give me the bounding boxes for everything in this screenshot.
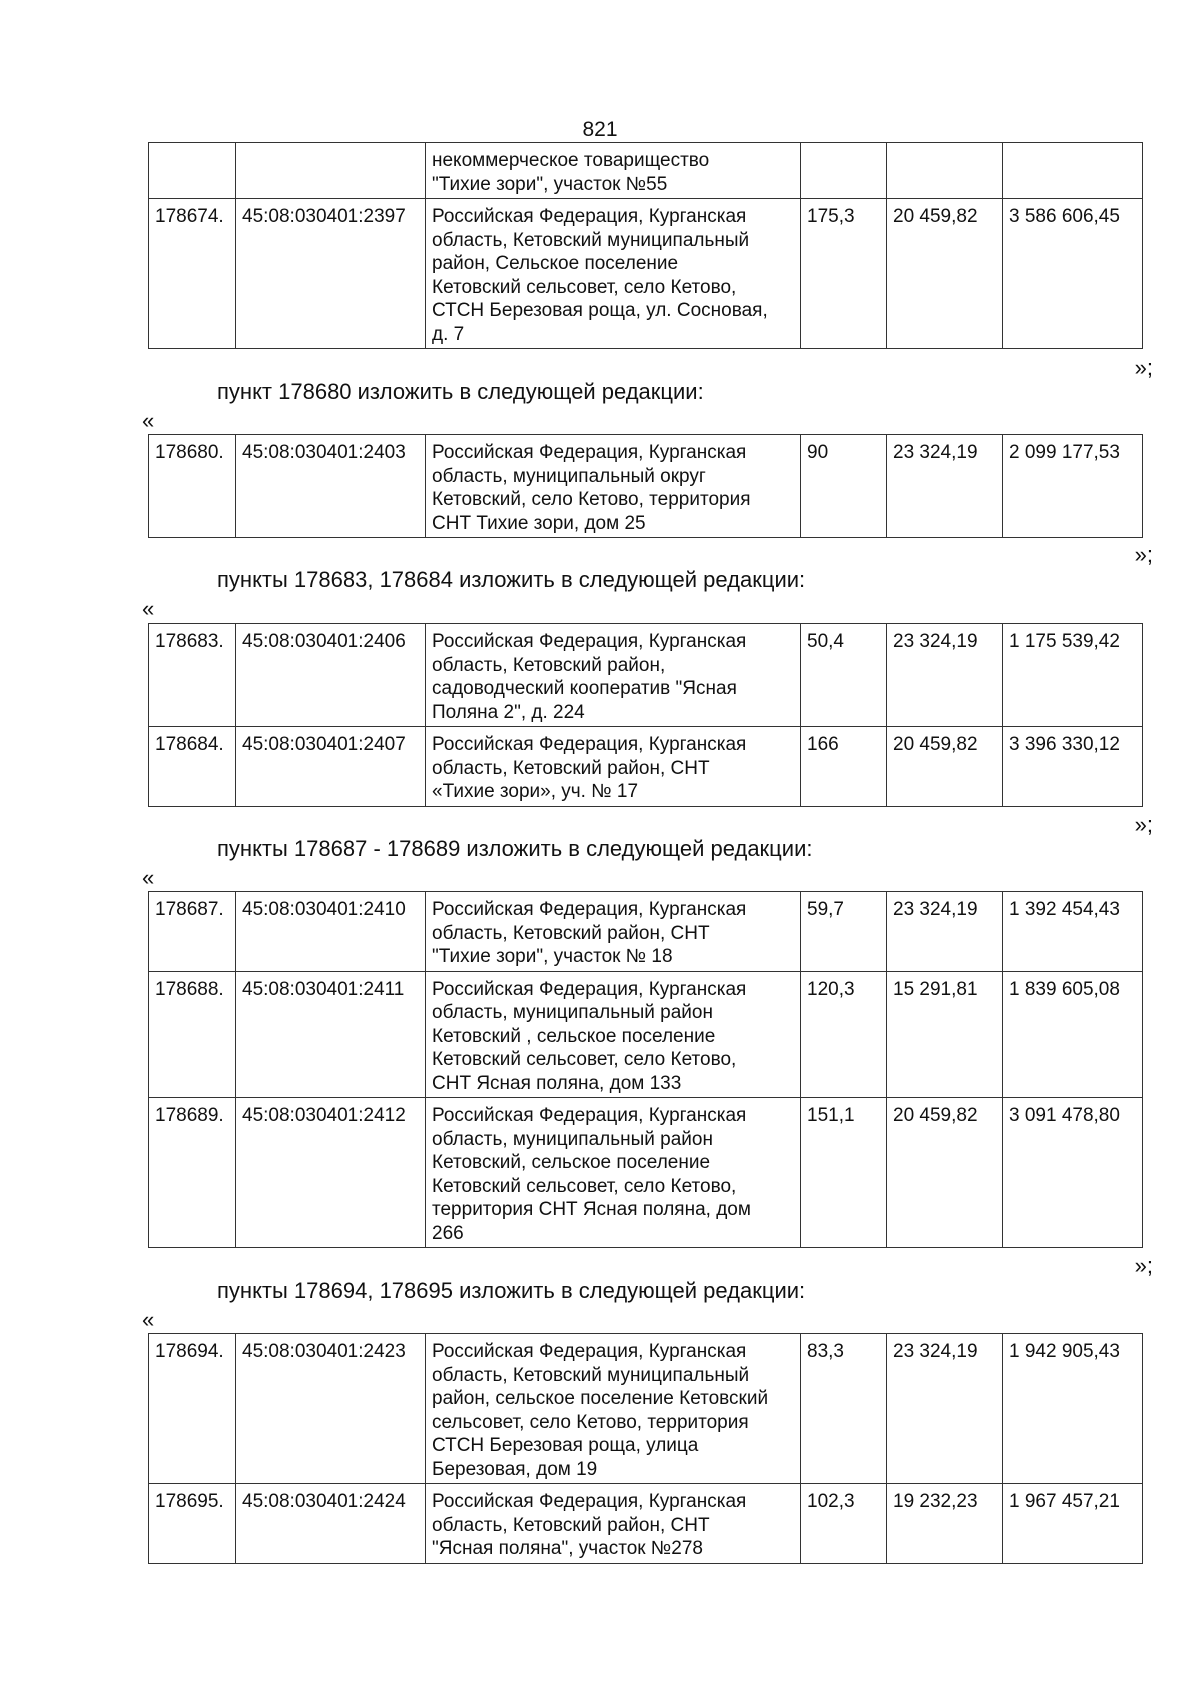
cadastral-price-cell: 20 459,82 (887, 1098, 1003, 1248)
registry-table (148, 434, 1143, 538)
cadastral-value-cell: 1 967 457,21 (1003, 1484, 1143, 1564)
cadastral-price-cell: 23 324,19 (887, 624, 1003, 727)
opening-quote: « (142, 1307, 155, 1332)
address-cell: Российская Федерация, Курганская область, Кетовский район, СНТ "Тихие зори", участок № 18 (426, 892, 801, 972)
cadastral-price-cell (887, 143, 1003, 199)
area-cell: 151,1 (801, 1098, 887, 1248)
area-cell: 83,3 (801, 1334, 887, 1484)
cadastral-value-cell: 3 091 478,80 (1003, 1098, 1143, 1248)
item-number-cell: 178687. (149, 892, 236, 972)
table-row (149, 435, 1143, 538)
cadastral-price-cell: 23 324,19 (887, 435, 1003, 538)
cadastral-number-cell: 45:08:030401:2397 (236, 199, 426, 349)
table-row (149, 727, 1143, 807)
cadastral-number-cell: 45:08:030401:2407 (236, 727, 426, 807)
item-number-cell: 178688. (149, 971, 236, 1098)
cadastral-value-cell: 1 942 905,43 (1003, 1334, 1143, 1484)
closing-quote: »; (1134, 542, 1153, 567)
cadastral-number-cell: 45:08:030401:2403 (236, 435, 426, 538)
address-cell: Российская Федерация, Курганская область, муниципальный округ Кетовский, село Кетово, территория СНТ Тихие зори, дом 25 (426, 435, 801, 538)
item-number-cell: 178694. (149, 1334, 236, 1484)
cadastral-number-cell: 45:08:030401:2406 (236, 624, 426, 727)
page-number: 821 (582, 118, 618, 141)
cadastral-value-cell: 1 175 539,42 (1003, 624, 1143, 727)
cadastral-number-cell: 45:08:030401:2410 (236, 892, 426, 972)
area-cell: 90 (801, 435, 887, 538)
closing-quote: »; (1134, 355, 1153, 380)
address-cell: Российская Федерация, Курганская область, Кетовский район, СНТ "Ясная поляна", участок №278 (426, 1484, 801, 1564)
cadastral-number-cell: 45:08:030401:2411 (236, 971, 426, 1098)
area-cell: 120,3 (801, 971, 887, 1098)
cadastral-value-cell: 3 396 330,12 (1003, 727, 1143, 807)
address-cell: Российская Федерация, Курганская область, Кетовский район, СНТ «Тихие зори», уч. № 17 (426, 727, 801, 807)
opening-quote: « (142, 408, 155, 433)
address-cell: Российская Федерация, Курганская область, Кетовский муниципальный район, сельское поселение Кетовский сельсовет, село Кетово, территория СТСН Березовая роща, улица Березовая, дом 19 (426, 1334, 801, 1484)
cadastral-price-cell: 23 324,19 (887, 1334, 1003, 1484)
cadastral-number-cell: 45:08:030401:2412 (236, 1098, 426, 1248)
cadastral-price-cell: 20 459,82 (887, 727, 1003, 807)
area-cell: 59,7 (801, 892, 887, 972)
closing-quote: »; (1134, 812, 1153, 837)
cadastral-price-cell: 20 459,82 (887, 199, 1003, 349)
amendment-instruction: пункты 178683, 178684 изложить в следующей редакции: (217, 567, 806, 592)
table-row (149, 1098, 1143, 1248)
amendment-instruction: пункты 178694, 178695 изложить в следующей редакции: (217, 1278, 806, 1303)
registry-table (148, 1333, 1143, 1564)
item-number-cell: 178674. (149, 199, 236, 349)
table-row (149, 892, 1143, 972)
table-row (149, 624, 1143, 727)
item-number-cell: 178695. (149, 1484, 236, 1564)
registry-table-continuation (148, 142, 1143, 349)
table-row (149, 1334, 1143, 1484)
table-row (149, 1484, 1143, 1564)
cadastral-value-cell (1003, 143, 1143, 199)
table-row (149, 199, 1143, 349)
area-cell (801, 143, 887, 199)
cadastral-number-cell: 45:08:030401:2423 (236, 1334, 426, 1484)
amendment-instruction: пункт 178680 изложить в следующей редакции: (217, 379, 704, 404)
opening-quote: « (142, 865, 155, 890)
cadastral-value-cell: 1 392 454,43 (1003, 892, 1143, 972)
registry-table (148, 891, 1143, 1248)
address-cell: некоммерческое товарищество "Тихие зори", участок №55 (426, 143, 801, 199)
closing-quote: »; (1134, 1253, 1153, 1278)
address-cell: Российская Федерация, Курганская область, Кетовский муниципальный район, Сельское поселение Кетовский сельсовет, село Кетово, СТСН Березовая роща, ул. Сосновая, д. 7 (426, 199, 801, 349)
amendment-instruction: пункты 178687 - 178689 изложить в следующей редакции: (217, 836, 813, 861)
cadastral-price-cell: 19 232,23 (887, 1484, 1003, 1564)
item-number-cell: 178689. (149, 1098, 236, 1248)
area-cell: 102,3 (801, 1484, 887, 1564)
item-number-cell: 178683. (149, 624, 236, 727)
address-cell: Российская Федерация, Курганская область, муниципальный район Кетовский , сельское поселение Кетовский сельсовет, село Кетово, СНТ Ясная поляна, дом 133 (426, 971, 801, 1098)
cadastral-number-cell (236, 143, 426, 199)
table-row (149, 143, 1143, 199)
registry-table (148, 623, 1143, 807)
area-cell: 50,4 (801, 624, 887, 727)
area-cell: 175,3 (801, 199, 887, 349)
table-row (149, 971, 1143, 1098)
item-number-cell (149, 143, 236, 199)
area-cell: 166 (801, 727, 887, 807)
item-number-cell: 178684. (149, 727, 236, 807)
cadastral-price-cell: 15 291,81 (887, 971, 1003, 1098)
cadastral-number-cell: 45:08:030401:2424 (236, 1484, 426, 1564)
address-cell: Российская Федерация, Курганская область, Кетовский район, садоводческий кооператив "Ясная Поляна 2", д. 224 (426, 624, 801, 727)
cadastral-value-cell: 3 586 606,45 (1003, 199, 1143, 349)
cadastral-value-cell: 1 839 605,08 (1003, 971, 1143, 1098)
cadastral-value-cell: 2 099 177,53 (1003, 435, 1143, 538)
address-cell: Российская Федерация, Курганская область, муниципальный район Кетовский, сельское поселение Кетовский сельсовет, село Кетово, территория СНТ Ясная поляна, дом 266 (426, 1098, 801, 1248)
opening-quote: « (142, 596, 155, 621)
item-number-cell: 178680. (149, 435, 236, 538)
cadastral-price-cell: 23 324,19 (887, 892, 1003, 972)
